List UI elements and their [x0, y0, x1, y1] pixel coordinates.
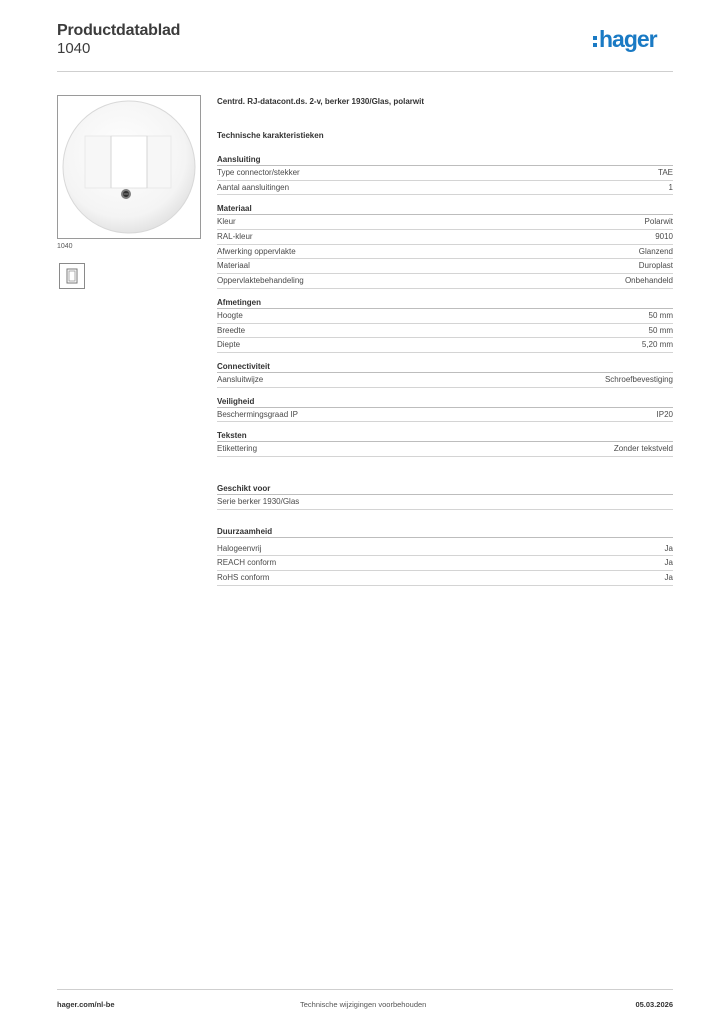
spec-section: [217, 429, 673, 457]
section-title: Aansluiting: [217, 153, 673, 166]
spec-value: TAE: [658, 168, 673, 177]
spec-value: 9010: [655, 232, 673, 242]
spec-value: 1: [668, 182, 673, 192]
section-title: Afmetingen: [217, 296, 673, 309]
spec-row: [217, 373, 673, 388]
spec-value: Duroplast: [638, 261, 673, 271]
spec-value: Onbehandeld: [624, 276, 673, 286]
spec-row: [217, 556, 673, 571]
section-title: Geschikt voor: [217, 482, 673, 495]
spec-label: RoHS conform: [217, 573, 270, 582]
spec-value: Schroefbevestiging: [604, 374, 673, 384]
spec-row: [217, 324, 673, 339]
spec-label: Diepte: [217, 340, 241, 350]
product-description: Centrd. RJ-datacont.ds. 2-v, berker 1930/Glas, polarwit: [217, 97, 425, 106]
footer-disclaimer: Technische wijzigingen voorbehouden: [300, 1000, 427, 1009]
footer-website-link[interactable]: hager.com/nl-be: [57, 1000, 115, 1009]
technical-heading: Technische karakteristieken: [217, 131, 324, 140]
spec-value: Glanzend: [638, 246, 673, 256]
spec-label: Serie berker 1930/Glas: [217, 496, 300, 506]
spec-row: [217, 230, 673, 245]
spec-label: REACH conform: [217, 558, 277, 568]
spec-row: [217, 495, 673, 510]
spec-label: Materiaal: [217, 261, 250, 271]
hager-logo: [593, 26, 673, 54]
spec-row: [217, 274, 673, 289]
product-image: [57, 95, 201, 239]
spec-label: Kleur: [217, 217, 236, 227]
spec-row: [217, 181, 673, 196]
image-caption: 1040: [57, 243, 73, 250]
header-divider: [57, 71, 673, 72]
spec-value: 5,20 mm: [641, 340, 673, 350]
spec-row: [217, 215, 673, 230]
spec-value: Ja: [664, 543, 673, 553]
section-title: Materiaal: [217, 202, 673, 215]
spec-section: [217, 395, 673, 423]
spec-label: Oppervlaktebehandeling: [217, 276, 304, 286]
spec-row: [217, 571, 673, 586]
spec-section: [217, 202, 673, 288]
footer-date: 05.03.2026: [635, 1000, 673, 1009]
section-title: Veiligheid: [217, 395, 673, 408]
page-footer: [57, 989, 673, 1017]
page-header: [57, 20, 673, 70]
suitable-section: [217, 482, 673, 510]
spec-value: Ja: [664, 573, 673, 582]
spec-section: [217, 153, 673, 195]
spec-row: [217, 259, 673, 274]
spec-label: Hoogte: [217, 310, 243, 320]
spec-row: [217, 245, 673, 260]
spec-label: Aansluitwijze: [217, 374, 264, 384]
spec-row: [217, 166, 673, 181]
document-title: Productdatablad: [57, 22, 181, 39]
spec-label: Etikettering: [217, 444, 258, 454]
spec-value: Zonder tekstveld: [613, 444, 673, 454]
spec-sections: [217, 153, 673, 457]
spec-value: 50 mm: [648, 325, 673, 335]
spec-value: IP20: [656, 409, 673, 419]
spec-row: [217, 338, 673, 353]
specification-content: [217, 97, 673, 593]
section-title: Duurzaamheid: [217, 525, 673, 538]
spec-row: [217, 408, 673, 423]
product-number: 1040: [57, 40, 91, 57]
spec-section: [217, 296, 673, 353]
spec-label: Beschermingsgraad IP: [217, 409, 298, 419]
spec-label: Breedte: [217, 325, 246, 335]
spec-value: Polarwit: [644, 217, 673, 227]
spec-section: [217, 360, 673, 388]
section-title: Connectiviteit: [217, 360, 673, 373]
product-thumbnail-icon[interactable]: [59, 263, 85, 289]
spec-label: Aantal aansluitingen: [217, 182, 290, 192]
logo-text: hager: [599, 26, 657, 52]
spec-label: Type connector/stekker: [217, 168, 300, 177]
spec-value: Ja: [664, 558, 673, 568]
sustainability-section: [217, 525, 673, 586]
spec-label: RAL-kleur: [217, 232, 253, 242]
spec-value: 50 mm: [648, 310, 673, 320]
spec-label: Halogeenvrij: [217, 543, 262, 553]
spec-row: [217, 542, 673, 557]
spec-row: [217, 442, 673, 457]
spec-row: [217, 309, 673, 324]
spec-label: Afwerking oppervlakte: [217, 246, 296, 256]
section-title: Teksten: [217, 429, 673, 442]
